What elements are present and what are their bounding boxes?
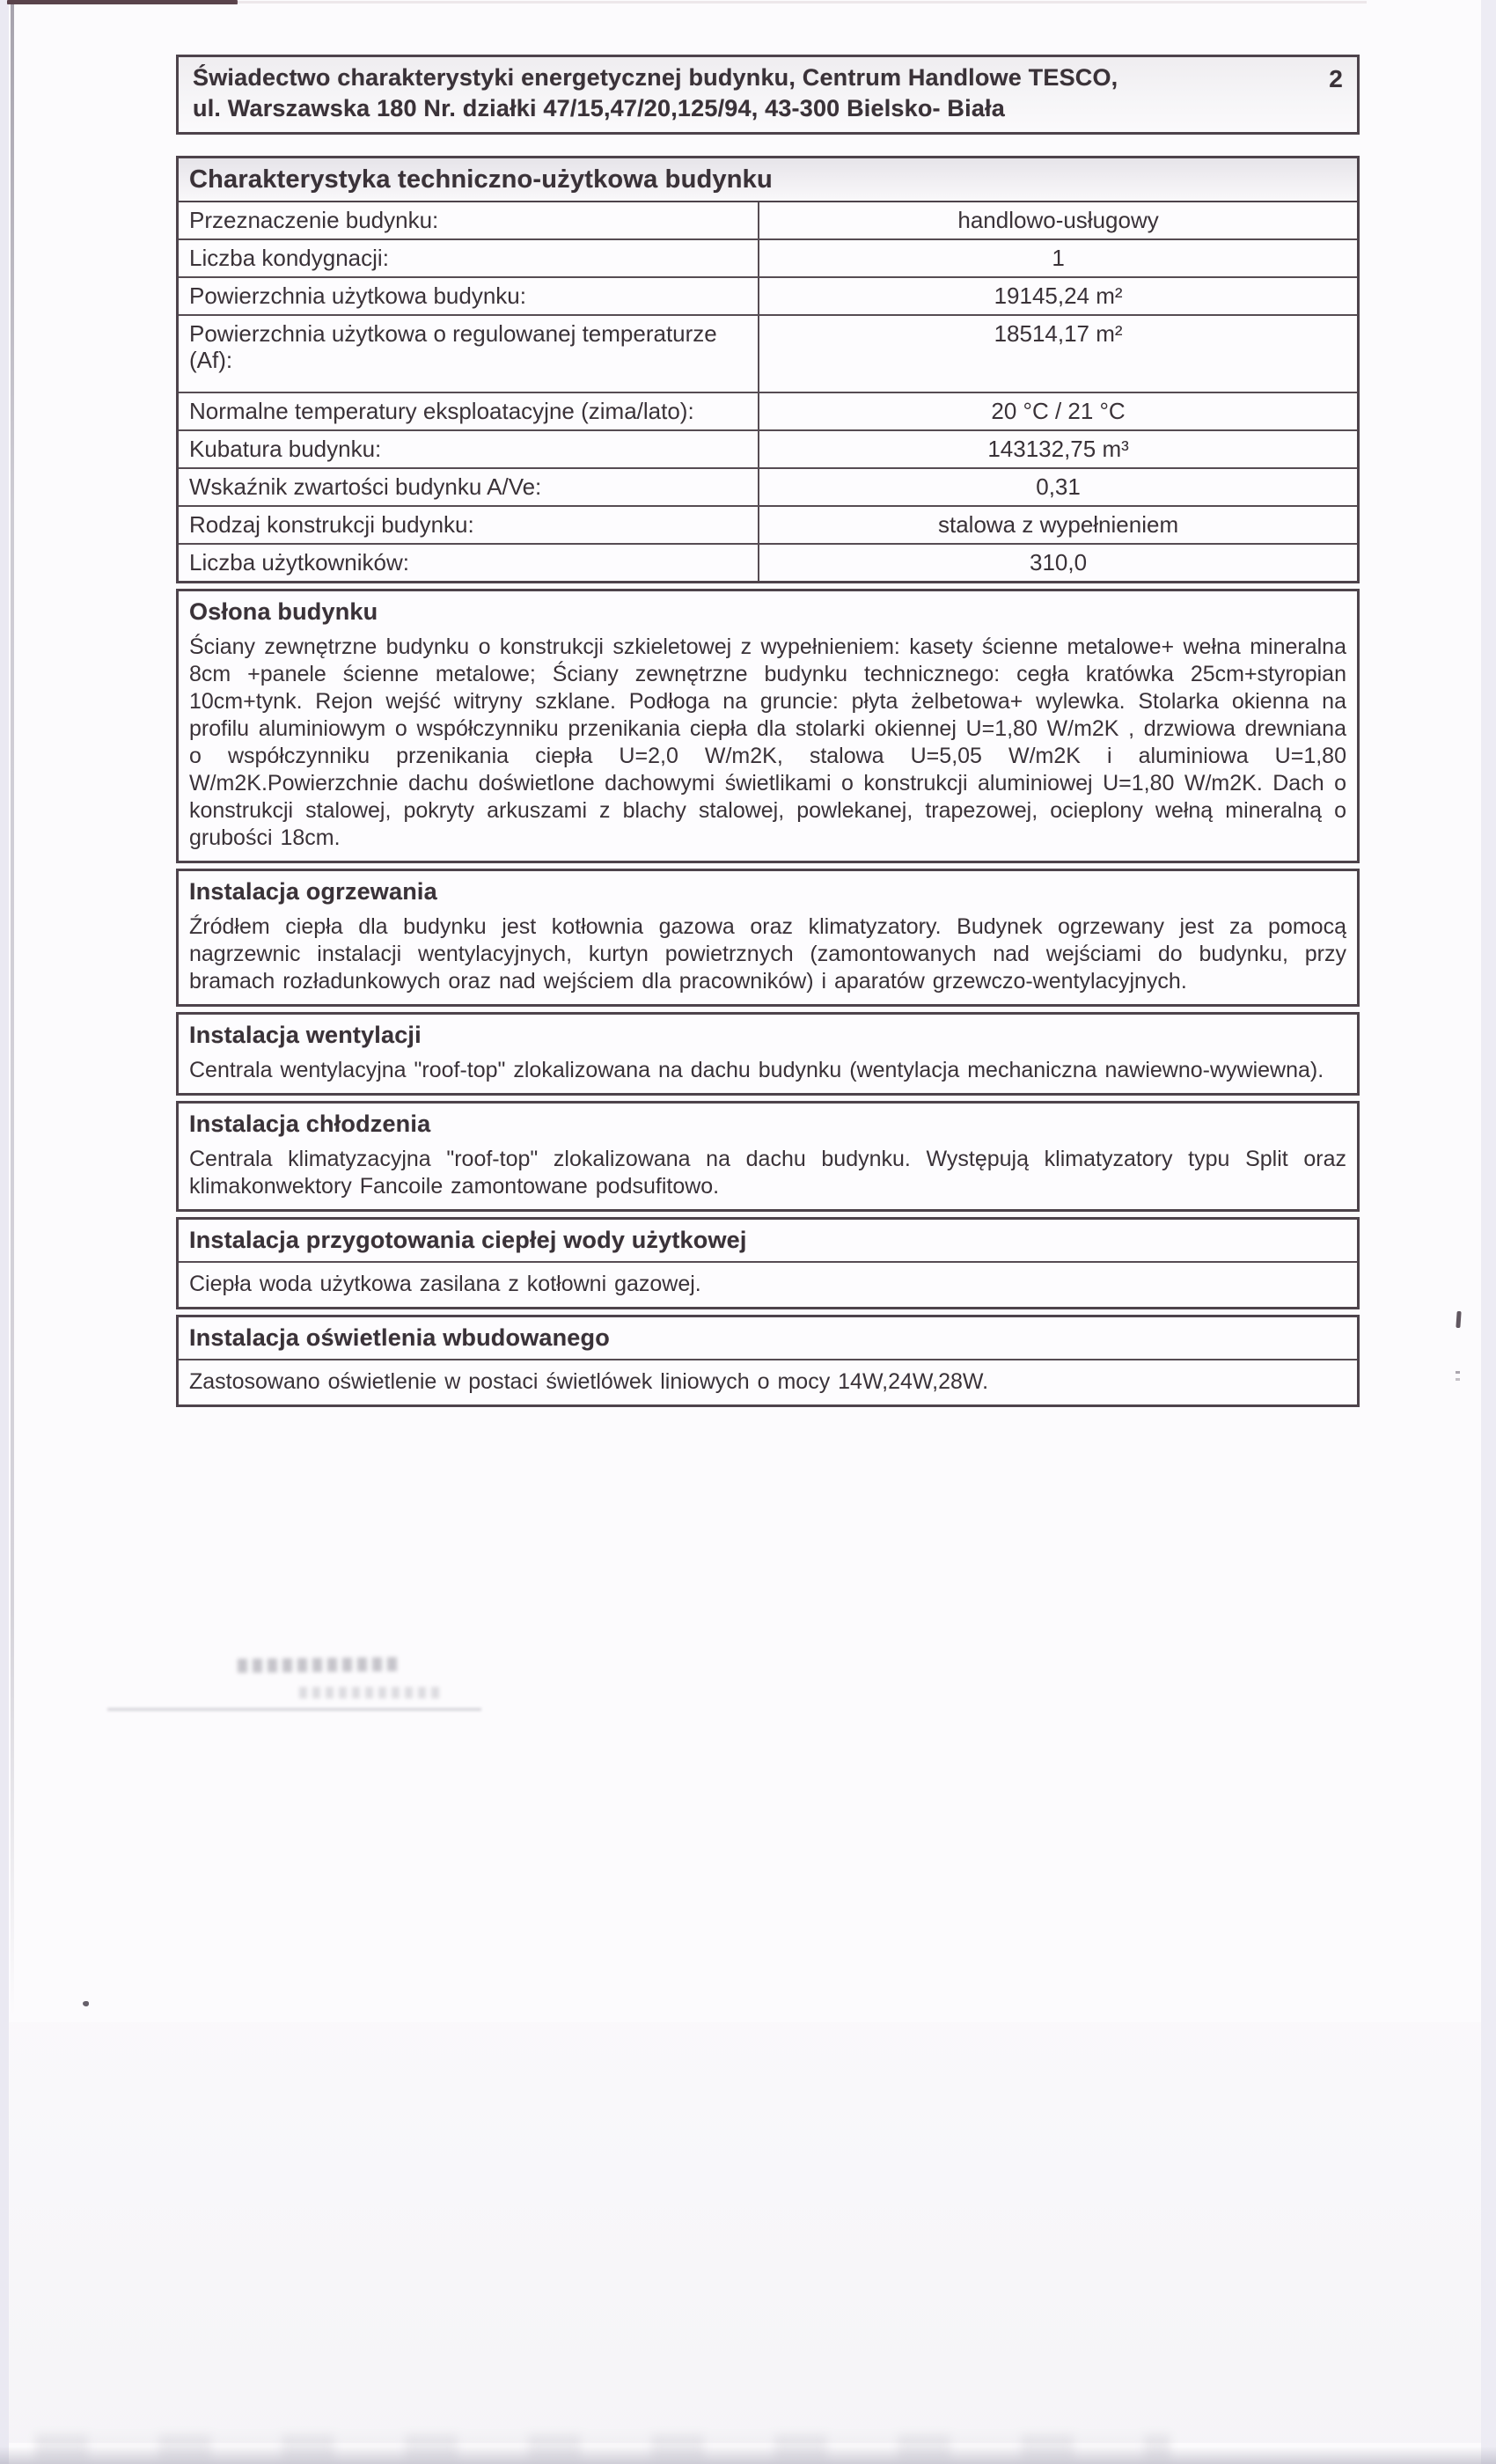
row-label: Powierzchnia użytkowa budynku: — [179, 278, 759, 314]
row-label: Wskaźnik zwartości budynku A/Ve: — [179, 469, 759, 505]
table-row — [179, 240, 1357, 278]
scan-left-edge-strip — [0, 0, 9, 2464]
ink-speck — [83, 2001, 89, 2006]
section-body: Zastosowano oświetlenie w postaci świetlówek liniowych o mocy 14W,24W,28W. — [189, 1369, 989, 1394]
document-header — [176, 55, 1360, 135]
row-label: Liczba użytkowników: — [179, 545, 759, 581]
section-body: Źródłem ciepła dla budynku jest kotłownia gazowa oraz klimatyzatory. Budynek ogrzewany jest za pomocą nagrzewnic instalacji wentylacyjnych, kurtyn powietrznych (zamontowanych nad wejściami do budynku, przy bramach rozładunkowych oraz nad wejściem dla pracowników) i aparatów grzewczo-wentylacyjnych. — [189, 914, 1346, 994]
row-value: stalowa z wypełnieniem — [937, 511, 1179, 538]
row-value: 143132,75 m³ — [987, 436, 1129, 462]
section-title: Osłona budynku — [189, 598, 378, 625]
row-label: Liczba kondygnacji: — [179, 240, 759, 276]
row-value: 20 °C / 21 °C — [991, 398, 1126, 424]
characteristics-table — [176, 156, 1360, 583]
section-body: Ciepła woda użytkowa zasilana z kotłowni gazowej. — [189, 1272, 701, 1296]
section-body: Ściany zewnętrzne budynku o konstrukcji szkieletowej z wypełnieniem: kasety ścienne metalowe+ wełna mineralna 8cm +panele ścienne metalowe; Ściany zewnętrzne budynku technicznego: cegła kratówka 25cm+styropian 10cm+tynk. Rejon wejść witryny szklane. Podłoga na gruncie: płyta żelbetowa+ wylewka. Stolarka okienna na profilu aluminiowym o współczynniku przenikania ciepła dla stolarki okiennej U=1,80 W/m2K , drzwiowa drewniana o współczynniku przenikania ciepła U=2,0 W/m2K, stalowa U=5,05 W/m2K i aluminiowa U=1,80 W/m2K.Powierzchnie dachu doświetlone dachowymi świetlikami o konstrukcji aluminiowej U=1,80 W/m2K. Dach o konstrukcji stalowej, pokryty arkuszami z blachy stalowej, powlekanej, trapezowej, ocieplony wełną mineralną o grubości 18cm. — [189, 634, 1346, 850]
scan-right-edge-strip — [1481, 0, 1496, 2464]
document-section — [176, 589, 1360, 863]
header-line-2: ul. Warszawska 180 Nr. działki 47/15,47/20,125/94, 43-300 Bielsko- Biała — [193, 95, 1005, 121]
section-title: Instalacja wentylacji — [189, 1022, 422, 1048]
section-title: Instalacja ogrzewania — [189, 878, 437, 905]
section-body: Centrala wentylacyjna "roof-top" zlokalizowana na dachu budynku (wentylacja mechaniczna nawiewno-wywiewna). — [189, 1058, 1324, 1082]
bleedthrough-smudge-line1 — [238, 1657, 400, 1673]
header-line-1: Świadectwo charakterystyki energetycznej budynku, Centrum Handlowe TESCO, — [193, 64, 1118, 91]
page-bottom-shadow — [0, 2446, 1496, 2464]
document-section — [176, 1217, 1360, 1309]
document-section — [176, 1012, 1360, 1096]
margin-mark-dash — [1456, 1311, 1461, 1328]
sections — [176, 589, 1360, 1407]
bleedthrough-underline — [107, 1708, 481, 1711]
row-value: 18514,17 m² — [994, 320, 1123, 347]
table-row — [179, 507, 1357, 545]
scan-lower-wash — [9, 2022, 1481, 2443]
row-label: Rodzaj konstrukcji budynku: — [179, 507, 759, 543]
table-title: Charakterystyka techniczno-użytkowa budynku — [179, 158, 1357, 202]
row-value: 0,31 — [1036, 473, 1081, 500]
row-value: 19145,24 m² — [994, 282, 1123, 309]
row-value: handlowo-usługowy — [957, 207, 1159, 233]
section-title: Instalacja oświetlenia wbudowanego — [179, 1317, 1357, 1360]
scan-top-edge-tail — [236, 1, 1367, 4]
section-title: Instalacja przygotowania ciepłej wody użytkowej — [179, 1220, 1357, 1263]
margin-mark-dots — [1456, 1371, 1460, 1374]
row-label: Kubatura budynku: — [179, 431, 759, 467]
bleedthrough-smudge-line2 — [299, 1687, 444, 1698]
table-row — [179, 545, 1357, 581]
document-section — [176, 869, 1360, 1007]
table-row — [179, 316, 1357, 393]
row-label: Przeznaczenie budynku: — [179, 202, 759, 238]
page-number: 2 — [1329, 65, 1343, 92]
table-row — [179, 202, 1357, 240]
scan-top-edge-line — [7, 0, 238, 4]
section-body: Centrala klimatyzacyjna "roof-top" zlokalizowana na dachu budynku. Występują klimatyzatory typu Split oraz klimakonwektory Fancoile zamontowane podsufitowo. — [189, 1147, 1346, 1199]
row-label: Powierzchnia użytkowa o regulowanej temperaturze (Af): — [179, 316, 759, 392]
table-row — [179, 469, 1357, 507]
document-section — [176, 1101, 1360, 1212]
document-content — [176, 55, 1360, 1407]
document-section — [176, 1315, 1360, 1407]
row-label: Normalne temperatury eksploatacyjne (zima/lato): — [179, 393, 759, 429]
row-value: 310,0 — [1030, 549, 1088, 576]
table-row — [179, 278, 1357, 316]
table-row — [179, 431, 1357, 469]
scan-left-edge-line — [11, 4, 14, 2017]
row-value: 1 — [1052, 245, 1065, 271]
table-rows — [179, 202, 1357, 581]
table-row — [179, 393, 1357, 431]
section-title: Instalacja chłodzenia — [189, 1111, 431, 1137]
